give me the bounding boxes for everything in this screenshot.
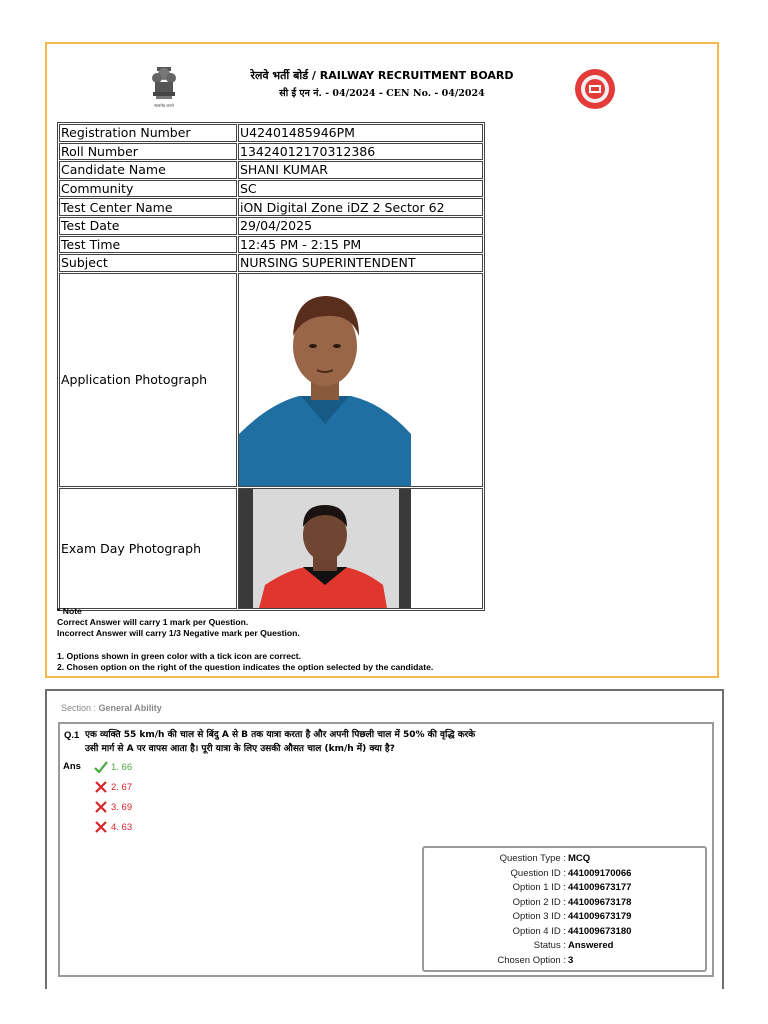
exam-day-photo-label: Exam Day Photograph bbox=[59, 488, 237, 609]
application-photo-cell bbox=[238, 273, 483, 487]
row-value: SC bbox=[238, 180, 483, 198]
meta-key: Status : bbox=[533, 940, 566, 951]
meta-value: MCQ bbox=[568, 853, 591, 864]
question-meta-box bbox=[422, 846, 707, 972]
table-row bbox=[59, 254, 483, 272]
meta-key: Option 4 ID : bbox=[512, 925, 566, 937]
question-number: Q.1 bbox=[64, 730, 80, 741]
meta-value: 441009673180 bbox=[568, 925, 632, 937]
question-box bbox=[58, 722, 714, 977]
row-value: iON Digital Zone iDZ 2 Sector 62 bbox=[238, 198, 483, 216]
meta-key: Question ID : bbox=[510, 867, 566, 879]
section-label bbox=[61, 703, 162, 713]
meta-row bbox=[424, 939, 707, 953]
table-row bbox=[59, 273, 483, 487]
meta-value: 3 bbox=[568, 954, 574, 966]
meta-value: Answered bbox=[568, 940, 614, 951]
table-row bbox=[59, 217, 483, 235]
row-label: Candidate Name bbox=[59, 161, 237, 179]
note-line: 2. Chosen option on the right of the question indicates the option selected by the candidate. bbox=[57, 661, 434, 672]
cen-number: सी ई एन नं. - 04/2024 - CEN No. - 04/2024 bbox=[279, 88, 485, 99]
option-text: 1. 66 bbox=[111, 761, 133, 773]
section-prefix: Section : bbox=[61, 703, 99, 713]
application-photo-label: Application Photograph bbox=[59, 273, 237, 487]
answer-label: Ans bbox=[63, 761, 81, 772]
notes bbox=[57, 606, 433, 673]
note-line: Correct Answer will carry 1 mark per Question. bbox=[57, 617, 249, 628]
table-row bbox=[59, 236, 483, 254]
application-photo bbox=[239, 274, 411, 486]
option-3 bbox=[94, 801, 132, 813]
meta-row bbox=[424, 896, 707, 910]
row-value: 13424012170312386 bbox=[238, 143, 483, 161]
row-value: 12:45 PM - 2:15 PM bbox=[238, 236, 483, 254]
table-row bbox=[59, 161, 483, 179]
meta-key: Chosen Option : bbox=[497, 954, 566, 966]
meta-value: 441009673179 bbox=[568, 911, 632, 922]
cross-icon bbox=[94, 781, 108, 793]
candidate-info-table bbox=[57, 122, 485, 611]
railway-logo-icon bbox=[574, 68, 616, 110]
row-label: Community bbox=[59, 180, 237, 198]
question-text bbox=[85, 728, 605, 756]
person-photo-icon bbox=[239, 274, 411, 486]
meta-value: 441009673178 bbox=[568, 896, 632, 908]
meta-row bbox=[424, 910, 707, 924]
person-photo-icon bbox=[239, 489, 411, 608]
meta-row bbox=[424, 881, 707, 895]
cross-icon bbox=[94, 801, 108, 813]
national-emblem-icon bbox=[147, 64, 181, 110]
meta-key: Option 3 ID : bbox=[512, 911, 566, 922]
row-value: NURSING SUPERINTENDENT bbox=[238, 254, 483, 272]
board-title: रेलवे भर्ती बोर्ड / RAILWAY RECRUITMENT BOARD bbox=[250, 69, 514, 82]
row-value: 29/04/2025 bbox=[238, 217, 483, 235]
meta-value: 441009170066 bbox=[568, 867, 632, 879]
question-card bbox=[45, 689, 724, 989]
exam-day-photo-cell bbox=[238, 488, 483, 609]
meta-row bbox=[424, 867, 707, 881]
section-name: General Ability bbox=[98, 703, 162, 713]
table-row bbox=[59, 198, 483, 216]
svg-text:सत्यमेव जयते: सत्यमेव जयते bbox=[154, 103, 174, 108]
table-row bbox=[59, 124, 483, 142]
row-value: U42401485946PM bbox=[238, 124, 483, 142]
meta-key: Option 2 ID : bbox=[512, 896, 566, 908]
row-label: Roll Number bbox=[59, 143, 237, 161]
meta-key: Option 1 ID : bbox=[512, 882, 566, 893]
option-2 bbox=[94, 781, 132, 793]
table-row bbox=[59, 180, 483, 198]
option-4 bbox=[94, 821, 132, 833]
notes-heading: * Note bbox=[57, 606, 82, 616]
question-text-line: एक व्यक्ति 55 km/h की चाल से बिंदु A से B तक यात्रा करता है और अपनी पिछली चाल में 50% की वृद्धि करके bbox=[85, 730, 476, 740]
row-label: Subject bbox=[59, 254, 237, 272]
meta-value: 441009673177 bbox=[568, 882, 632, 893]
option-1 bbox=[94, 761, 132, 773]
cross-icon bbox=[94, 821, 108, 833]
exam-day-photo bbox=[239, 489, 411, 608]
question-text-line: उसी मार्ग से A पर वापस आता है। पूरी यात्रा के लिए उसकी औसत चाल (km/h में) क्या है? bbox=[85, 744, 395, 754]
note-line bbox=[57, 640, 433, 651]
header bbox=[47, 44, 717, 122]
row-label: Test Time bbox=[59, 236, 237, 254]
table-row bbox=[59, 488, 483, 609]
option-text: 4. 63 bbox=[111, 821, 133, 833]
candidate-card bbox=[45, 42, 719, 678]
option-text: 2. 67 bbox=[111, 781, 133, 793]
option-text: 3. 69 bbox=[111, 801, 133, 813]
note-line: Incorrect Answer will carry 1/3 Negative mark per Question. bbox=[57, 628, 300, 639]
meta-row bbox=[424, 925, 707, 939]
table-row bbox=[59, 143, 483, 161]
row-value: SHANI KUMAR bbox=[238, 161, 483, 179]
meta-key: Question Type : bbox=[499, 853, 566, 864]
meta-row bbox=[424, 852, 707, 866]
row-label: Test Date bbox=[59, 217, 237, 235]
tick-icon bbox=[94, 761, 108, 773]
note-line: 1. Options shown in green color with a tick icon are correct. bbox=[57, 650, 302, 661]
row-label: Registration Number bbox=[59, 124, 237, 142]
meta-row bbox=[424, 954, 707, 968]
row-label: Test Center Name bbox=[59, 198, 237, 216]
